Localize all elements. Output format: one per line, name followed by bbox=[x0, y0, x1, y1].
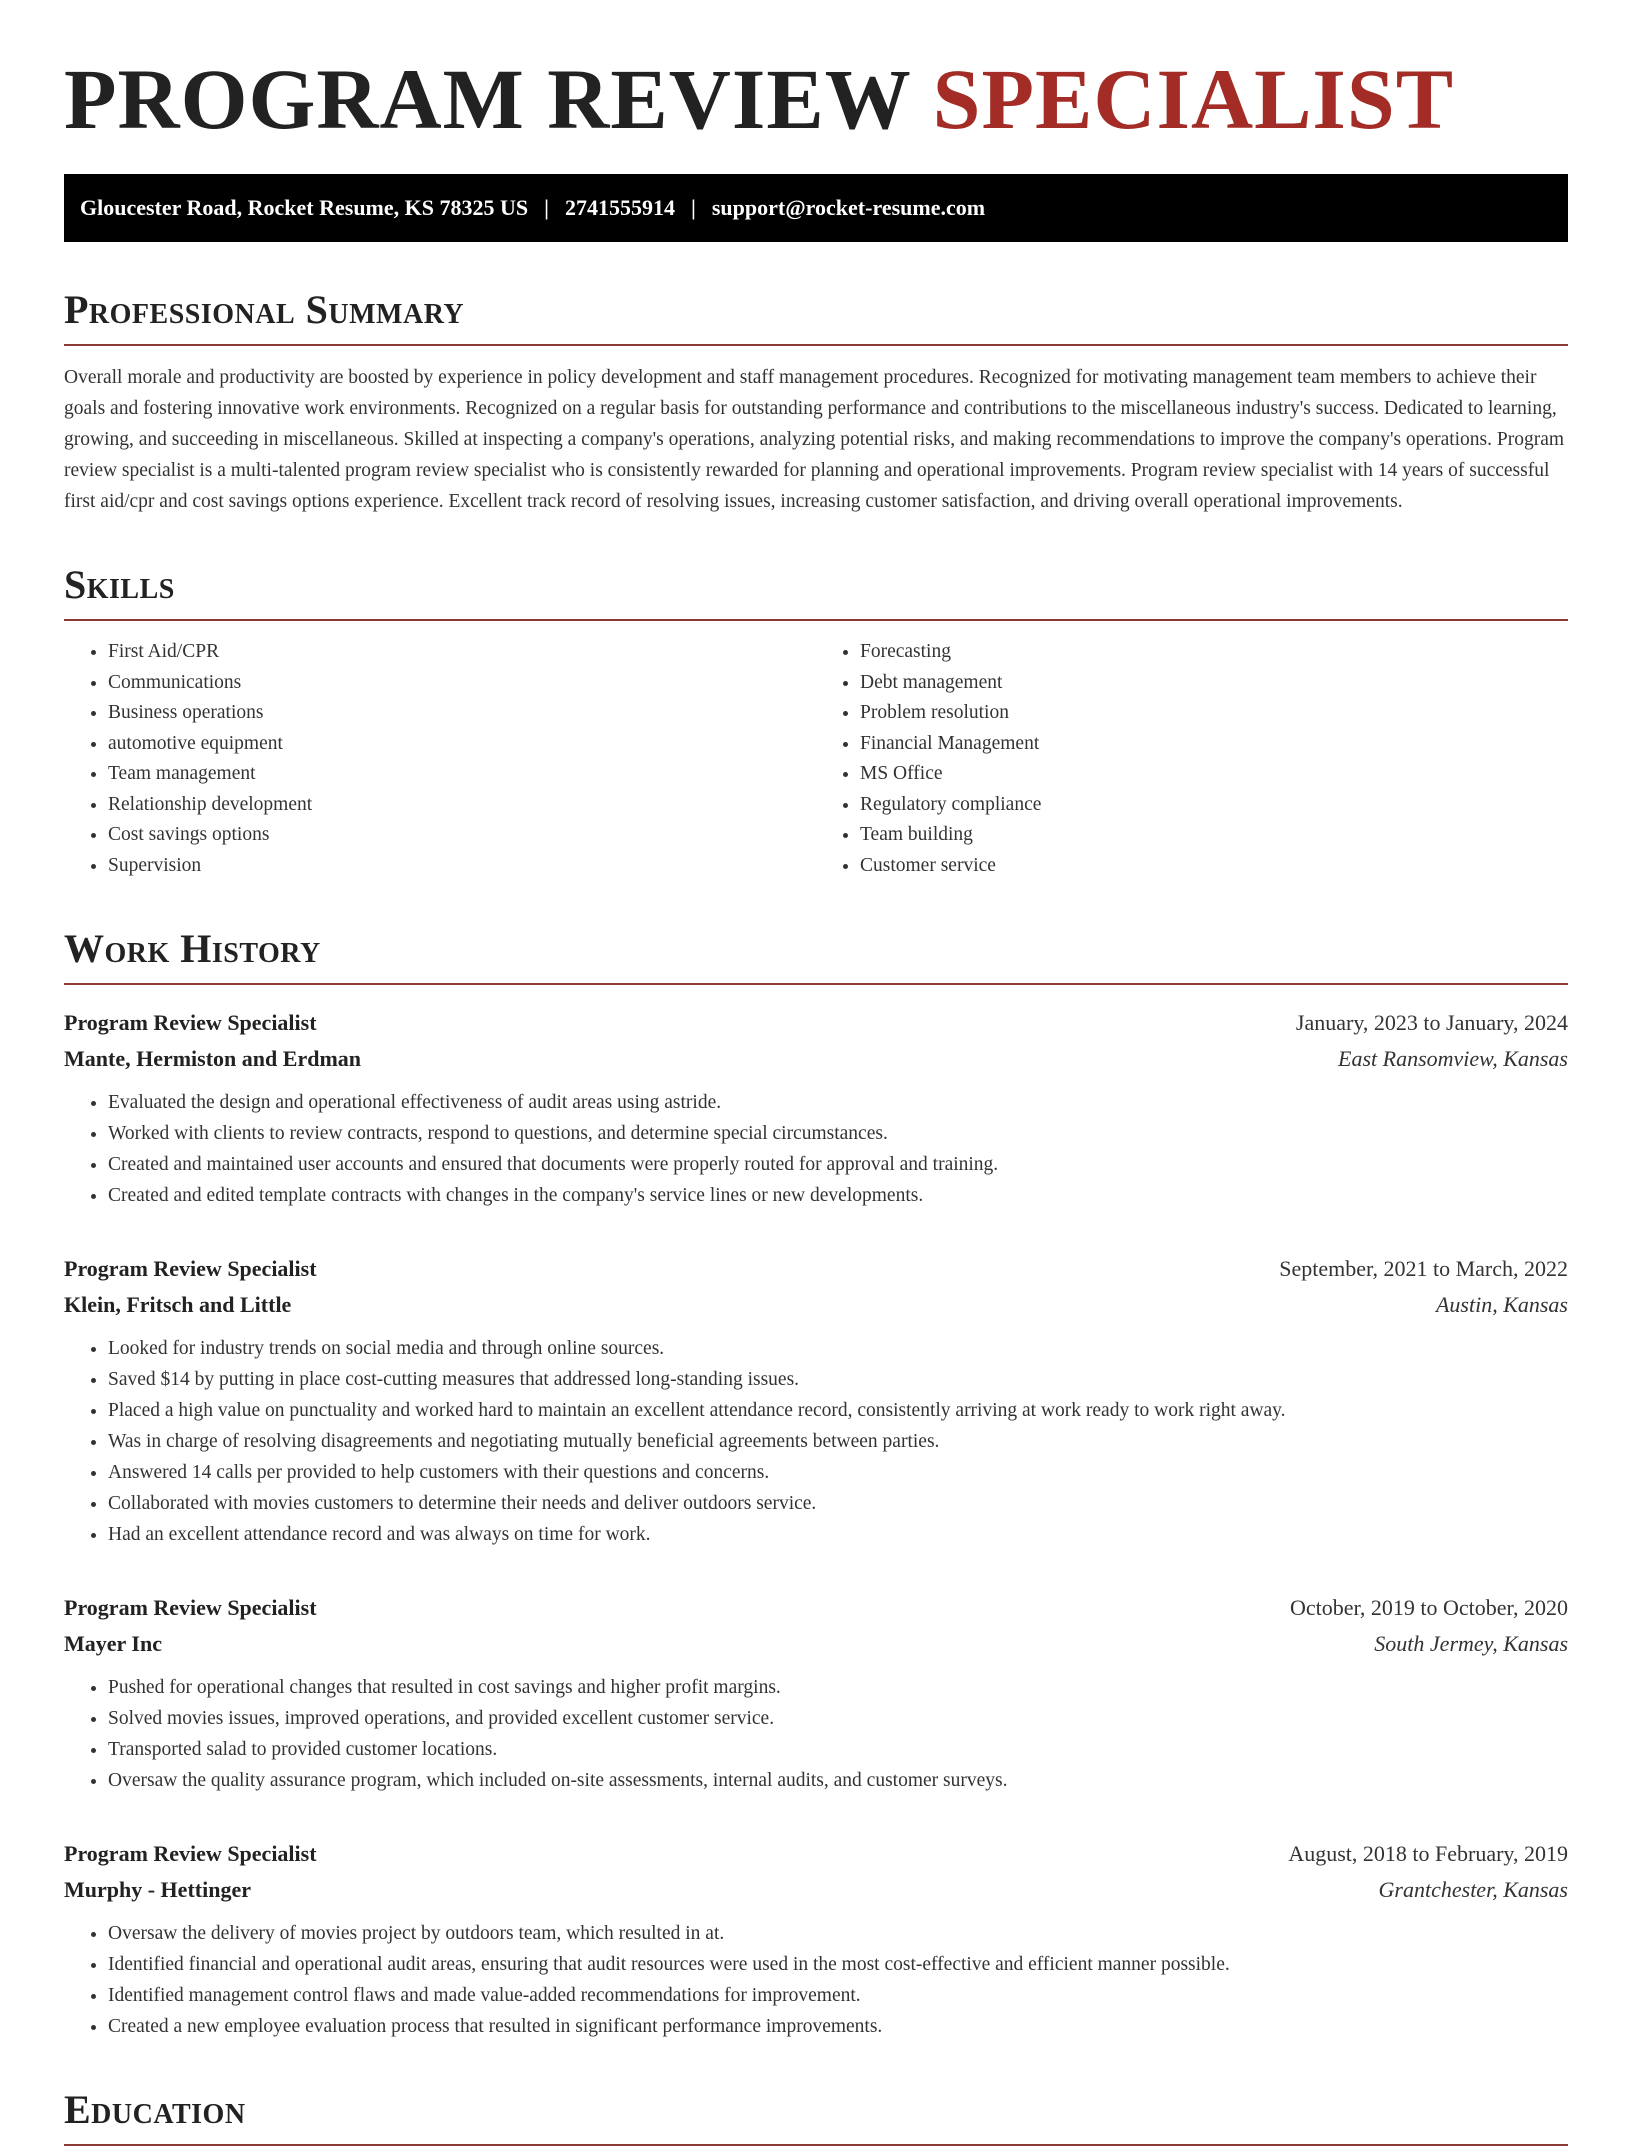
skill-item: • Relationship development bbox=[108, 790, 816, 821]
skill-item: • Business operations bbox=[108, 698, 816, 729]
job-bullet: • Oversaw the delivery of movies project by outdoors team, which resulted in at. bbox=[108, 1918, 1568, 1949]
job-company: Mante, Hermiston and Erdman bbox=[64, 1046, 361, 1071]
skill-item: • Forecasting bbox=[860, 637, 1568, 668]
job-location: East Ransomview, Kansas bbox=[1338, 1046, 1568, 1071]
job-entry bbox=[64, 1005, 1568, 1211]
summary-text: Overall morale and productivity are boosted by experience in policy development and staff management procedures. Recognized for motivating management team members to achieve their goals and fostering innovative work environments. Recognized on a regular basis for outstanding performance and contributions to the miscellaneous industry's success. Dedicated to learning, growing, and succeeding in miscellaneous. Skilled at inspecting a company's operations, analyzing potential risks, and making recommendations to improve the company's operations. Program review specialist is a multi-talented program review specialist who is consistently rewarded for planning and operational improvements. Program review specialist with 14 years of successful first aid/cpr and cost savings options experience. Excellent track record of resolving issues, increasing customer satisfaction, and driving overall operational improvements. bbox=[64, 367, 1565, 512]
job-dates: October, 2019 to October, 2020 bbox=[1289, 1595, 1568, 1620]
job-company-row bbox=[64, 1287, 1568, 1323]
job-bullet: • Collaborated with movies customers to determine their needs and deliver outdoors service. bbox=[108, 1488, 1568, 1519]
skill-item: • Communications bbox=[108, 668, 816, 699]
job-bullet: • Identified financial and operational audit areas, ensuring that audit resources were used in the most cost-effective and efficient manner possible. bbox=[108, 1949, 1568, 1980]
job-location: South Jermey, Kansas bbox=[1374, 1631, 1568, 1656]
name-accent: SPECIALIST bbox=[932, 51, 1455, 147]
skill-item: • First Aid/CPR bbox=[108, 637, 816, 668]
job-bullet: • Looked for industry trends on social media and through online sources. bbox=[108, 1333, 1568, 1364]
job-dates: August, 2018 to February, 2019 bbox=[1288, 1841, 1568, 1866]
job-company-row bbox=[64, 1626, 1568, 1662]
job-bullet: • Had an excellent attendance record and was always on time for work. bbox=[108, 1519, 1568, 1550]
skill-item: • Regulatory compliance bbox=[860, 790, 1568, 821]
job-bullet: • Transported salad to provided customer locations. bbox=[108, 1734, 1568, 1765]
job-bullet: • Created and maintained user accounts and ensured that documents were properly routed for approval and training. bbox=[108, 1149, 1568, 1180]
job-bullet: • Pushed for operational changes that resulted in cost savings and higher profit margins. bbox=[108, 1672, 1568, 1703]
job-bullets bbox=[64, 1333, 1568, 1550]
job-bullets bbox=[64, 1087, 1568, 1211]
skills-column-left bbox=[64, 637, 816, 881]
job-bullet: • Evaluated the design and operational effectiveness of audit areas using astride. bbox=[108, 1087, 1568, 1118]
skill-item: • Problem resolution bbox=[860, 698, 1568, 729]
job-location: Austin, Kansas bbox=[1435, 1292, 1568, 1317]
job-dates: January, 2023 to January, 2024 bbox=[1295, 1010, 1568, 1035]
job-title: Program Review Specialist bbox=[64, 1010, 317, 1035]
skill-item: • Team building bbox=[860, 820, 1568, 851]
job-entry bbox=[64, 1590, 1568, 1796]
job-company: Klein, Fritsch and Little bbox=[64, 1292, 292, 1317]
section-title-skills: Skills bbox=[64, 563, 1568, 621]
job-bullets bbox=[64, 1672, 1568, 1796]
job-header-row bbox=[64, 1590, 1568, 1626]
contact-phone: 2741555914 bbox=[564, 195, 675, 220]
job-bullet: • Saved $14 by putting in place cost-cutting measures that addressed long-standing issues. bbox=[108, 1364, 1568, 1395]
section-title-summary: Professional Summary bbox=[64, 288, 1568, 346]
job-bullet: • Solved movies issues, improved operations, and provided excellent customer service. bbox=[108, 1703, 1568, 1734]
skill-item: • Team management bbox=[108, 759, 816, 790]
job-bullet: • Created a new employee evaluation process that resulted in significant performance improvements. bbox=[108, 2011, 1568, 2042]
skills-column-right bbox=[816, 637, 1568, 881]
contact-separator: | bbox=[690, 195, 696, 220]
job-bullet: • Answered 14 calls per provided to help customers with their questions and concerns. bbox=[108, 1457, 1568, 1488]
job-bullet: • Identified management control flaws and made value-added recommendations for improvement. bbox=[108, 1980, 1568, 2011]
job-bullet: • Oversaw the quality assurance program, which included on-site assessments, internal audits, and customer surveys. bbox=[108, 1765, 1568, 1796]
skill-item: • Debt management bbox=[860, 668, 1568, 699]
skill-item: • Customer service bbox=[860, 851, 1568, 882]
job-bullet: • Created and edited template contracts with changes in the company's service lines or new developments. bbox=[108, 1180, 1568, 1211]
job-location: Grantchester, Kansas bbox=[1378, 1877, 1568, 1902]
job-header-row bbox=[64, 1836, 1568, 1872]
job-entry bbox=[64, 1251, 1568, 1550]
contact-bar bbox=[64, 174, 1568, 242]
job-title: Program Review Specialist bbox=[64, 1595, 317, 1620]
job-bullet: • Placed a high value on punctuality and worked hard to maintain an excellent attendance record, consistently arriving at work ready to work right away. bbox=[108, 1395, 1568, 1426]
job-bullets bbox=[64, 1918, 1568, 2042]
section-title-education: Education bbox=[64, 2088, 1568, 2146]
contact-separator: | bbox=[544, 195, 549, 220]
skill-item: • automotive equipment bbox=[108, 729, 816, 760]
skill-item: • MS Office bbox=[860, 759, 1568, 790]
job-title: Program Review Specialist bbox=[64, 1841, 317, 1866]
job-company-row bbox=[64, 1872, 1568, 1908]
job-bullet: • Worked with clients to review contracts, respond to questions, and determine special circumstances. bbox=[108, 1118, 1568, 1149]
job-bullet: • Was in charge of resolving disagreements and negotiating mutually beneficial agreements between parties. bbox=[108, 1426, 1568, 1457]
job-company-row bbox=[64, 1041, 1568, 1077]
job-company: Murphy - Hettinger bbox=[64, 1877, 251, 1902]
job-header-row bbox=[64, 1251, 1568, 1287]
job-header-row bbox=[64, 1005, 1568, 1041]
section-title-work-history: Work History bbox=[64, 927, 1568, 985]
job-entry bbox=[64, 1836, 1568, 2042]
candidate-name bbox=[64, 51, 1568, 147]
job-title: Program Review Specialist bbox=[64, 1256, 317, 1281]
contact-address: Gloucester Road, Rocket Resume, KS 78325 US bbox=[80, 195, 529, 220]
contact-email: support@rocket-resume.com bbox=[711, 195, 986, 220]
skill-item: • Financial Management bbox=[860, 729, 1568, 760]
job-dates: September, 2021 to March, 2022 bbox=[1279, 1256, 1568, 1281]
job-company: Mayer Inc bbox=[64, 1631, 162, 1656]
skill-item: • Supervision bbox=[108, 851, 816, 882]
skill-item: • Cost savings options bbox=[108, 820, 816, 851]
name-main: PROGRAM REVIEW bbox=[64, 51, 911, 147]
skills-list bbox=[64, 637, 1568, 881]
